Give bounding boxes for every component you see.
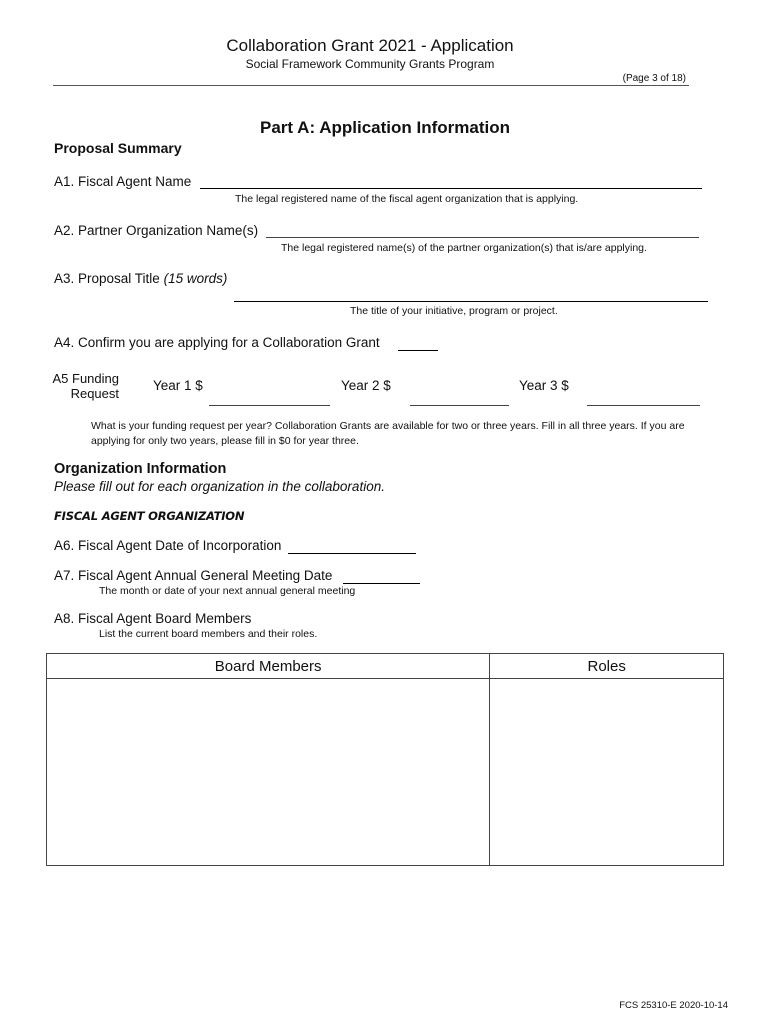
year1-amount-field[interactable] bbox=[209, 388, 329, 404]
board-members-column-header: Board Members bbox=[47, 654, 490, 679]
roles-cell[interactable] bbox=[490, 679, 724, 866]
year2-underline bbox=[410, 405, 509, 406]
year3-label: Year 3 $ bbox=[519, 378, 569, 393]
a3-label-text: A3. Proposal Title bbox=[54, 271, 160, 286]
a5-label-line1: A5 Funding bbox=[52, 371, 119, 386]
year2-amount-field[interactable] bbox=[410, 388, 508, 404]
fiscal-agent-organization-heading: FISCAL AGENT ORGANIZATION bbox=[54, 509, 245, 523]
year3-amount-field[interactable] bbox=[587, 388, 699, 404]
a7-underline bbox=[343, 583, 420, 584]
proposal-summary-heading: Proposal Summary bbox=[54, 140, 182, 156]
collaboration-grant-confirm-field[interactable] bbox=[398, 334, 436, 350]
a5-label bbox=[47, 371, 119, 401]
page-number: (Page 3 of 18) bbox=[622, 73, 686, 84]
roles-column-header: Roles bbox=[490, 654, 724, 679]
part-title: Part A: Application Information bbox=[260, 118, 510, 137]
a2-hint: The legal registered name(s) of the partner organization(s) that is/are applying. bbox=[281, 242, 647, 254]
document-title: Collaboration Grant 2021 - Application bbox=[226, 36, 514, 55]
roles-input[interactable] bbox=[490, 675, 727, 865]
date-of-incorporation-field[interactable] bbox=[288, 537, 414, 553]
a1-label: A1. Fiscal Agent Name bbox=[54, 174, 192, 189]
proposal-title-field[interactable] bbox=[234, 285, 706, 301]
a3-hint: The title of your initiative, program or project. bbox=[350, 305, 558, 317]
header-divider bbox=[53, 85, 689, 86]
board-members-table bbox=[46, 653, 724, 866]
fiscal-agent-name-field[interactable] bbox=[200, 172, 700, 188]
form-code-footer: FCS 25310-E 2020-10-14 bbox=[619, 1000, 728, 1011]
a5-hint: What is your funding request per year? Collaboration Grants are available for two or three years. Fill in all three years. If you are applying for only two years, please fill in $0 for year three. bbox=[91, 420, 685, 447]
a3-label bbox=[54, 271, 227, 286]
a2-label: A2. Partner Organization Name(s) bbox=[54, 223, 259, 238]
a6-underline bbox=[288, 553, 416, 554]
board-members-cell[interactable] bbox=[47, 679, 490, 866]
a8-hint: List the current board members and their roles. bbox=[99, 628, 318, 640]
a2-underline bbox=[266, 237, 699, 238]
annual-general-meeting-date-field[interactable] bbox=[343, 567, 419, 583]
organization-information-heading: Organization Information bbox=[54, 461, 227, 477]
table-row bbox=[47, 679, 724, 866]
year3-underline bbox=[587, 405, 700, 406]
partner-organization-names-field[interactable] bbox=[266, 221, 698, 237]
a5-label-line2: Request bbox=[70, 386, 119, 401]
a7-label: A7. Fiscal Agent Annual General Meeting Date bbox=[54, 568, 333, 583]
a3-underline bbox=[234, 301, 708, 302]
a4-label: A4. Confirm you are applying for a Collaboration Grant bbox=[54, 335, 380, 350]
a8-label: A8. Fiscal Agent Board Members bbox=[54, 611, 252, 626]
a6-label: A6. Fiscal Agent Date of Incorporation bbox=[54, 538, 282, 553]
a4-underline bbox=[398, 350, 438, 351]
organization-information-subheading: Please fill out for each organization in the collaboration. bbox=[54, 479, 385, 494]
year1-underline bbox=[209, 405, 330, 406]
a1-underline bbox=[200, 188, 702, 189]
board-members-input[interactable] bbox=[47, 675, 493, 865]
a1-hint: The legal registered name of the fiscal agent organization that is applying. bbox=[235, 193, 579, 205]
a3-word-limit: (15 words) bbox=[163, 271, 228, 286]
program-subtitle: Social Framework Community Grants Program bbox=[245, 57, 495, 71]
year2-label: Year 2 $ bbox=[341, 378, 391, 393]
a7-hint: The month or date of your next annual general meeting bbox=[99, 585, 356, 597]
year1-label: Year 1 $ bbox=[153, 378, 203, 393]
